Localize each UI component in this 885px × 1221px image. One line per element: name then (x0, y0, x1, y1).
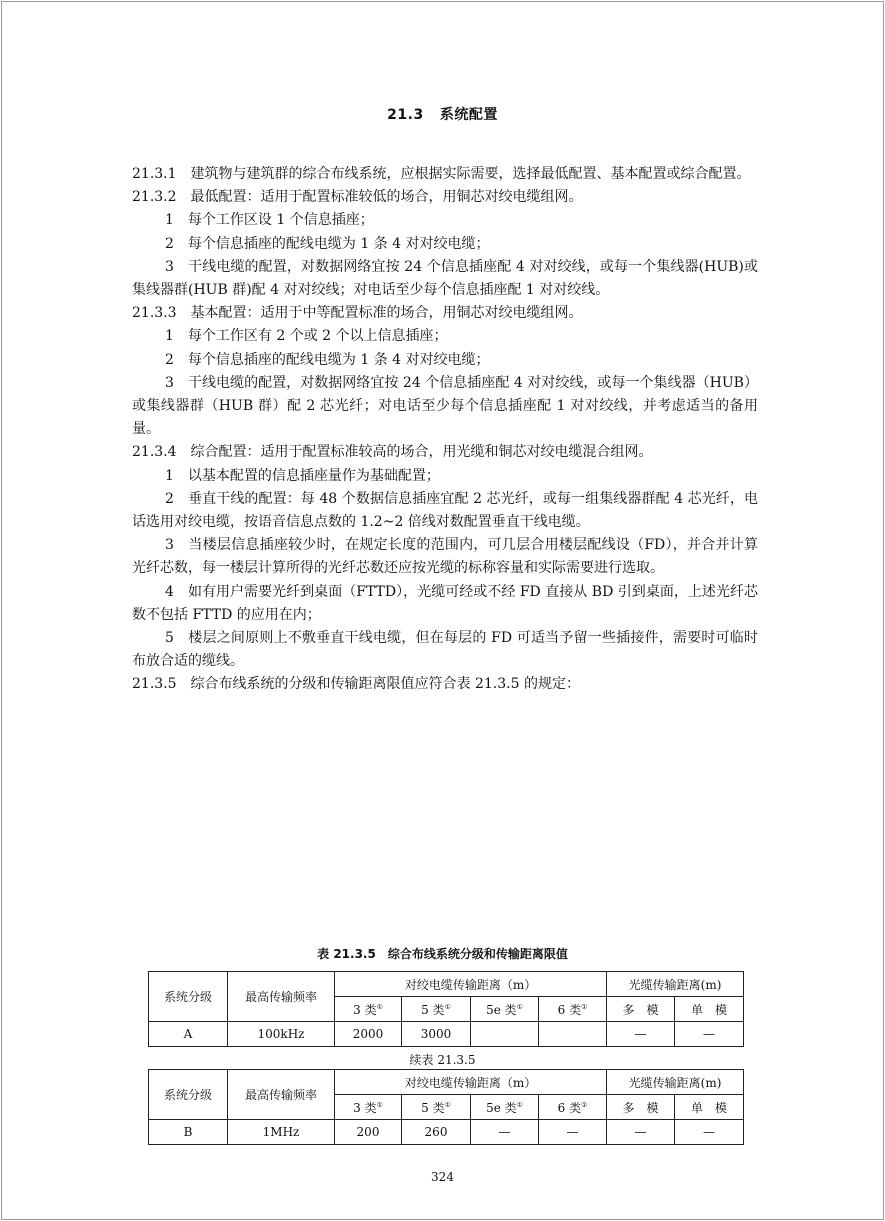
list-item: 3 当楼层信息插座较少时，在规定长度的范围内，可几层合用楼层配线设（FD），并合并计算光纤芯数，每一楼层计算所得的光纤芯数还应按光缆的标称容量和实际需要进行选取。 (132, 537, 758, 577)
header-cat6: 6 类① (539, 1095, 607, 1120)
section-title (0, 104, 885, 124)
cell-freq: 100kHz (228, 1022, 335, 1047)
cell-cat5e (471, 1022, 539, 1047)
cell-class: B (149, 1120, 228, 1145)
body-text (132, 163, 758, 697)
clause-paragraph: 21.3.4 综合配置：适用于配置标准较高的场合，用光缆和铜芯对绞电缆混合组网。 (132, 444, 653, 461)
list-item: 4 如有用户需要光纤到桌面（FTTD），光缆可经或不经 FD 直接从 BD 引到桌面，上述光纤芯数不包括 FTTD 的应用在内； (132, 583, 758, 623)
cell-singlemode: — (675, 1120, 744, 1145)
header-cat3: 3 类① (335, 1095, 402, 1120)
list-item: 2 每个信息插座的配线电缆为 1 条 4 对对绞电缆； (165, 351, 490, 368)
header-class: 系统分级 (149, 1070, 228, 1120)
cell-singlemode: — (675, 1022, 744, 1047)
cell-cat5: 3000 (402, 1022, 471, 1047)
header-singlemode: 单 模 (675, 997, 744, 1022)
list-item: 1 以基本配置的信息插座量作为基础配置； (165, 467, 440, 484)
header-multimode: 多 模 (607, 1095, 675, 1120)
page-number: 324 (431, 1170, 454, 1184)
header-cat6: 6 类① (539, 997, 607, 1022)
header-cat3: 3 类① (335, 997, 402, 1022)
list-item: 3 干线电缆的配置，对数据网络宜按 24 个信息插座配 4 对对绞线，或每一个集线器（HUB）或集线器群（HUB 群）配 2 芯光纤；对电话至少每个信息插座配 1 对对绞线，并考虑适当的备用量。 (132, 374, 758, 438)
header-max-freq: 最高传输频率 (228, 972, 335, 1022)
header-fiber-distance: 光缆传输距离(m) (607, 1070, 744, 1095)
clause-paragraph: 21.3.3 基本配置：适用于中等配置标准的场合，用铜芯对绞电缆组网。 (132, 305, 583, 322)
header-twisted-distance: 对绞电缆传输距离（m） (335, 1070, 607, 1095)
header-twisted-distance: 对绞电缆传输距离（m） (335, 972, 607, 997)
cell-freq: 1MHz (228, 1120, 335, 1145)
header-cat5: 5 类① (402, 1095, 471, 1120)
cell-cat6 (539, 1022, 607, 1047)
cell-cat6: — (539, 1120, 607, 1145)
header-cat5: 5 类① (402, 997, 471, 1022)
list-item: 5 楼层之间原则上不敷垂直干线电缆，但在每层的 FD 可适当予留一些插接件，需要时可临时布放合适的缆线。 (132, 630, 758, 670)
cell-cat3: 200 (335, 1120, 402, 1145)
cell-cat3: 2000 (335, 1022, 402, 1047)
clause-paragraph: 21.3.2 最低配置：适用于配置标准较低的场合，用铜芯对绞电缆组网。 (132, 189, 583, 206)
section-heading: 系统配置 (439, 107, 498, 123)
header-multimode: 多 模 (607, 997, 675, 1022)
table-title: 表 21.3.5 综合布线系统分级和传输距离限值 (317, 947, 568, 961)
clause-paragraph: 21.3.1 建筑物与建筑群的综合布线系统，应根据实际需要，选择最低配置、基本配置或综合配置。 (132, 166, 751, 182)
header-singlemode: 单 模 (675, 1095, 744, 1120)
table-continuation-label: 续表 21.3.5 (409, 1053, 476, 1067)
list-item: 2 垂直干线的配置：每 48 个数据信息插座宜配 2 芯光纤，或每一组集线器群配 4 芯光纤，电话选用对绞电缆，按语音信息点数的 1.2~2 倍线对数配置垂直干线电缆。 (132, 490, 758, 531)
spec-table (148, 971, 744, 1047)
header-fiber-distance: 光缆传输距离(m) (607, 972, 744, 997)
section-number: 21.3 (387, 107, 424, 123)
header-max-freq: 最高传输频率 (228, 1070, 335, 1120)
list-item: 3 干线电缆的配置，对数据网络宜按 24 个信息插座配 4 对对绞线，或每一个集线器(HUB)或集线器群(HUB 群)配 4 对对绞线；对电话至少每个信息插座配 1 对对绞线。 (132, 258, 758, 299)
cell-cat5e: — (471, 1120, 539, 1145)
clause-paragraph: 21.3.5 综合布线系统的分级和传输距离限值应符合表 21.3.5 的规定： (132, 676, 580, 693)
list-item: 2 每个信息插座的配线电缆为 1 条 4 对对绞电缆； (165, 235, 490, 252)
list-item: 1 每个工作区设 1 个信息插座； (165, 212, 374, 229)
cell-multimode: — (607, 1120, 675, 1145)
cell-class: A (149, 1022, 228, 1047)
table-row (149, 1120, 744, 1145)
list-item: 1 每个工作区有 2 个或 2 个以上信息插座； (165, 328, 448, 345)
spec-table-continued (148, 1069, 744, 1145)
header-cat5e: 5e 类① (471, 997, 539, 1022)
header-class: 系统分级 (149, 972, 228, 1022)
cell-multimode: — (607, 1022, 675, 1047)
header-cat5e: 5e 类① (471, 1095, 539, 1120)
table-row (149, 1022, 744, 1047)
cell-cat5: 260 (402, 1120, 471, 1145)
